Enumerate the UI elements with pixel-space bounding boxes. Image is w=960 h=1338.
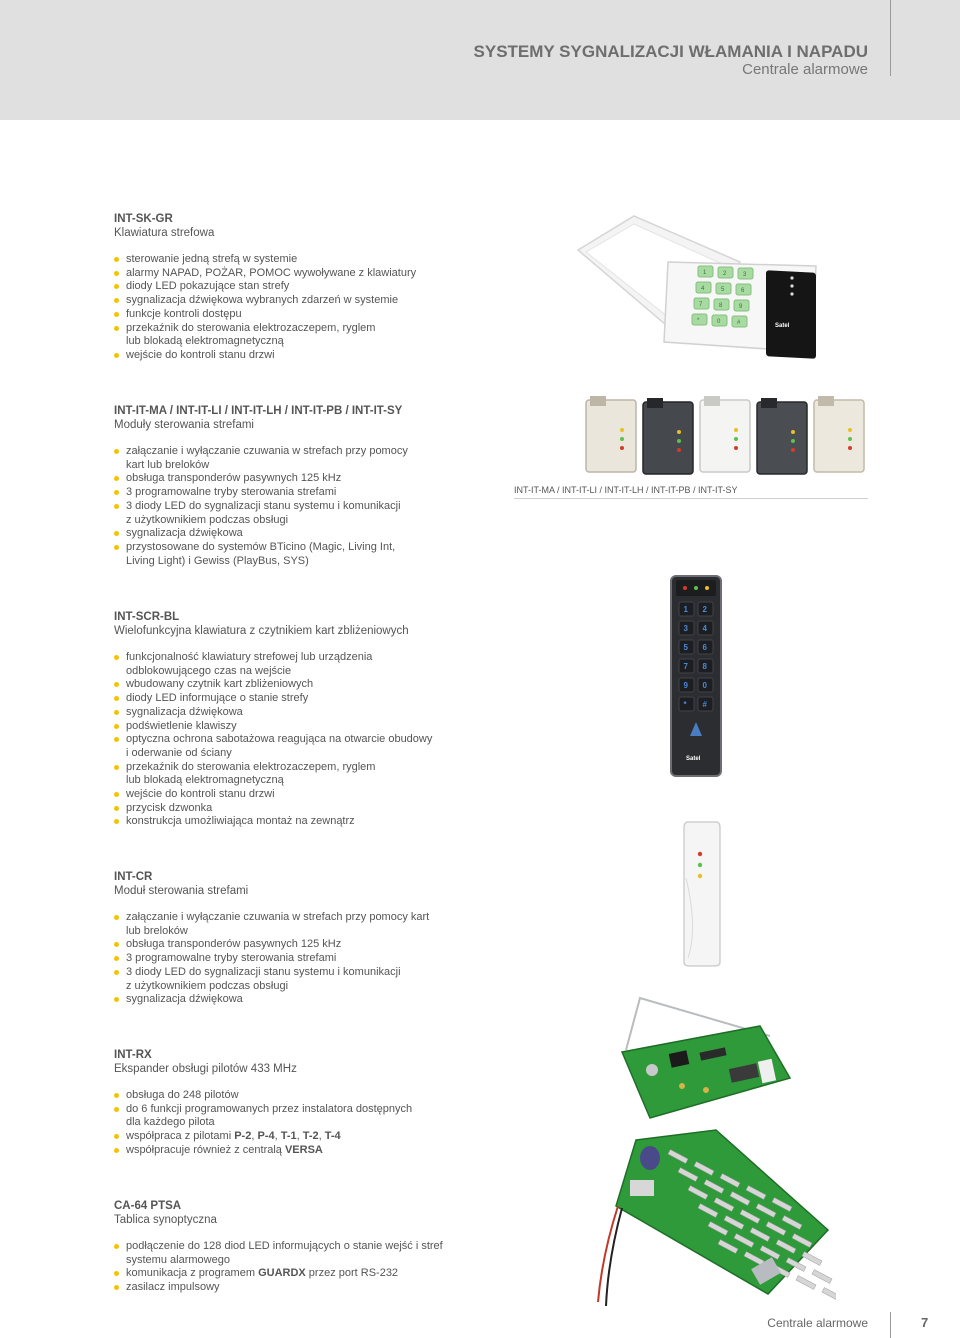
module-body: [586, 400, 636, 472]
keypad-key-label: #: [737, 320, 741, 326]
feature-item: wejście do kontroli stanu drzwi: [114, 788, 494, 802]
module-led: [734, 428, 738, 432]
feature-item: załączanie i wyłączanie czuwania w strefach przy pomocy: [114, 445, 494, 459]
module-led: [848, 437, 852, 441]
feature-item: diody LED pokazujące stan strefy: [114, 280, 494, 294]
header-divider: [890, 0, 891, 76]
product-code: INT-SK-GR: [114, 213, 173, 225]
feature-item: z użytkownikiem podczas obsługi: [126, 513, 289, 526]
feature-item: 3 diody LED do sygnalizacji stanu systemu i komunikacji: [114, 500, 494, 514]
feature-item: przystosowane do systemów BTicino (Magic, Living Int,: [114, 541, 494, 555]
keypad-key-label: 2: [723, 271, 727, 277]
feature-item: lub breloków: [126, 924, 188, 937]
product-int-it: [114, 404, 494, 568]
feature-item: konstrukcja umożliwiająca montaż na zewnątrz: [114, 815, 494, 829]
feature-item: przycisk dzwonka: [114, 802, 494, 816]
product-int-scr-bl: [114, 610, 494, 829]
feature-item: zasilacz impulsowy: [114, 1281, 494, 1295]
keypad-key-label: 0: [717, 319, 721, 325]
feature-emphasis: P-4: [257, 1130, 275, 1143]
feature-list: [114, 445, 494, 568]
scr-key-label: 9: [683, 681, 688, 690]
module-body: [643, 402, 693, 474]
keypad-key: [692, 314, 707, 325]
feature-list: [114, 253, 494, 363]
scr-key-label: 0: [702, 681, 707, 690]
module-clip: [761, 398, 777, 408]
keypad-key-label: 4: [701, 286, 705, 292]
product-name: Wielofunkcyjna klawiatura z czytnikiem kart zbliżeniowych: [114, 625, 409, 637]
feature-item: do 6 funkcji programowanych przez instalatora dostępnych: [114, 1103, 494, 1117]
keypad-key-label: 9: [739, 304, 743, 310]
module-led: [791, 448, 795, 452]
feature-item: lub blokadą elektromagnetyczną: [126, 335, 284, 348]
page-number: 7: [921, 1315, 929, 1330]
module-led: [677, 430, 681, 434]
feature-text: współpraca z pilotami: [126, 1130, 235, 1143]
keypad-key-label: 7: [699, 302, 703, 308]
reader-int-cr-image: [678, 818, 726, 968]
feature-item: obsługa transponderów pasywnych 125 kHz: [114, 938, 494, 952]
module-led: [620, 437, 624, 441]
feature-item: kart lub breloków: [126, 458, 210, 471]
product-code: INT-SCR-BL: [114, 611, 180, 623]
feature-item: podświetlenie klawiszy: [114, 720, 494, 734]
keypad-int-sk-gr-image: [572, 210, 832, 360]
product-name: Moduł sterowania strefami: [114, 885, 249, 897]
feature-text: ,: [318, 1130, 325, 1143]
feature-item: z użytkownikiem podczas obsługi: [126, 979, 289, 992]
satel-logo: Satel: [686, 756, 701, 762]
feature-emphasis: P-2: [234, 1130, 252, 1143]
scr-key-label: 3: [683, 624, 688, 633]
feature-list: [114, 911, 494, 1007]
feature-item: przekaźnik do sterowania elektrozaczepem, ryglem: [114, 761, 494, 775]
keypad-key-label: 6: [741, 288, 745, 294]
scr-key-label: *: [683, 700, 687, 709]
feature-emphasis: GUARDX: [258, 1267, 306, 1280]
product-name: Tablica synoptyczna: [114, 1214, 217, 1226]
feature-item: 3 diody LED do sygnalizacji stanu systemu i komunikacji: [114, 966, 494, 980]
feature-item: funkcjonalność klawiatury strefowej lub urządzenia: [114, 651, 494, 665]
feature-item: alarmy NAPAD, POŻAR, POMOC wywoływane z klawiatury: [114, 267, 494, 281]
product-ca-64-ptsa: [114, 1199, 494, 1295]
footer-divider: [890, 1312, 891, 1338]
feature-item: sygnalizacja dźwiękowa: [114, 706, 494, 720]
module-led: [791, 430, 795, 434]
feature-item: lub blokadą elektromagnetyczną: [126, 774, 284, 787]
feature-text: przez port RS-232: [305, 1267, 399, 1280]
module-body: [757, 402, 807, 474]
keypad-key-label: 3: [743, 272, 747, 278]
feature-item: 3 programowalne tryby sterowania strefami: [114, 486, 494, 500]
feature-text: komunikacja z programem: [126, 1267, 259, 1280]
module-led: [848, 446, 852, 450]
feature-list: [114, 1089, 494, 1158]
product-code: INT-RX: [114, 1049, 152, 1061]
module-clip: [647, 398, 663, 408]
scr-key-label: 2: [702, 605, 707, 614]
keypad-key-label: *: [697, 318, 700, 324]
scr-key-label: 8: [702, 662, 707, 671]
feature-item: [114, 1267, 494, 1281]
feature-text: ,: [251, 1130, 258, 1143]
led-connector: [802, 1252, 822, 1266]
feature-item: diody LED informujące o stanie strefy: [114, 692, 494, 706]
feature-item: wbudowany czytnik kart zbliżeniowych: [114, 678, 494, 692]
int-it-modules-image: [582, 392, 872, 478]
ca-64-ptsa-board-image: [596, 1126, 836, 1312]
feature-item: odblokowującego czas na wejście: [126, 664, 292, 677]
module-clip: [704, 396, 720, 406]
keypad-int-scr-bl-image: [668, 574, 724, 780]
module-led: [734, 437, 738, 441]
product-code: CA-64 PTSA: [114, 1200, 182, 1212]
feature-emphasis: T-4: [324, 1130, 341, 1143]
product-code: INT-IT-MA / INT-IT-LI / INT-IT-LH / INT-IT-PB / INT-IT-SY: [114, 405, 403, 417]
keypad-key-label: 1: [703, 270, 707, 276]
module-led: [677, 439, 681, 443]
feature-item: 3 programowalne tryby sterowania strefami: [114, 952, 494, 966]
feature-text: współpracuje również z centralą: [126, 1143, 285, 1156]
feature-item: [114, 1130, 494, 1144]
product-int-sk-gr: [114, 212, 494, 363]
module-led: [620, 428, 624, 432]
module-clip: [818, 396, 834, 406]
product-name: Klawiatura strefowa: [114, 227, 215, 239]
feature-item: funkcje kontroli dostępu: [114, 308, 494, 322]
module-led: [734, 446, 738, 450]
feature-item: optyczna ochrona sabotażowa reagująca na otwarcie obudowy: [114, 733, 494, 747]
led-connector: [822, 1288, 836, 1302]
module-clip: [590, 396, 606, 406]
feature-item: wejście do kontroli stanu drzwi: [114, 349, 494, 363]
feature-item: obsługa do 248 pilotów: [114, 1089, 494, 1103]
keypad-key-label: 8: [719, 303, 723, 309]
product-name: Ekspander obsługi pilotów 433 MHz: [114, 1063, 297, 1075]
led-connector: [812, 1270, 832, 1284]
int-rx-board-image: [610, 990, 796, 1126]
scr-key-label: 6: [702, 643, 707, 652]
scr-key-label: #: [702, 700, 707, 709]
feature-item: systemu alarmowego: [126, 1253, 230, 1266]
feature-item: podłączenie do 128 diod LED informujących o stanie wejść i stref: [114, 1240, 494, 1254]
module-led: [620, 446, 624, 450]
feature-item: dla każdego pilota: [126, 1116, 215, 1129]
product-int-rx: [114, 1048, 494, 1158]
module-body: [700, 400, 750, 472]
feature-item: i oderwanie od ściany: [126, 746, 232, 759]
feature-item: przekaźnik do sterowania elektrozaczepem, ryglem: [114, 322, 494, 336]
scr-key-label: 1: [683, 605, 688, 614]
feature-item: Living Light) i Gewiss (PlayBus, SYS): [126, 554, 309, 567]
product-name: Moduły sterowania strefami: [114, 419, 254, 431]
product-code: INT-CR: [114, 871, 153, 883]
feature-item: załączanie i wyłączanie czuwania w strefach przy pomocy kart: [114, 911, 494, 925]
scr-key-label: 7: [683, 662, 688, 671]
module-led: [791, 439, 795, 443]
image-caption: INT-IT-MA / INT-IT-LI / INT-IT-LH / INT-IT-PB / INT-IT-SY: [514, 485, 868, 499]
scr-key-label: 4: [702, 624, 707, 633]
module-body: [814, 400, 864, 472]
feature-item: sygnalizacja dźwiękowa: [114, 527, 494, 541]
feature-list: [114, 1240, 494, 1295]
feature-text: ,: [274, 1130, 281, 1143]
satel-logo: Satel: [775, 323, 790, 329]
feature-item: obsługa transponderów pasywnych 125 kHz: [114, 472, 494, 486]
product-int-cr: [114, 870, 494, 1007]
footer-section-name: Centrale alarmowe: [767, 1316, 868, 1330]
feature-emphasis: T-2: [302, 1130, 319, 1143]
scr-key-label: 5: [683, 643, 688, 652]
feature-text: ,: [296, 1130, 303, 1143]
feature-item: sygnalizacja dźwiękowa wybranych zdarzeń w systemie: [114, 294, 494, 308]
module-led: [848, 428, 852, 432]
page-title: SYSTEMY SYGNALIZACJI WŁAMANIA I NAPADU: [473, 42, 868, 61]
page-subtitle: Centrale alarmowe: [742, 61, 868, 78]
module-led: [677, 448, 681, 452]
feature-list: [114, 651, 494, 829]
feature-emphasis: VERSA: [284, 1143, 323, 1156]
feature-item: sterowanie jedną strefą w systemie: [114, 253, 494, 267]
keypad-key-label: 5: [721, 287, 725, 293]
feature-item: [114, 1144, 494, 1158]
feature-emphasis: T-1: [280, 1130, 297, 1143]
led-connector: [796, 1276, 816, 1290]
feature-item: sygnalizacja dźwiękowa: [114, 993, 494, 1007]
